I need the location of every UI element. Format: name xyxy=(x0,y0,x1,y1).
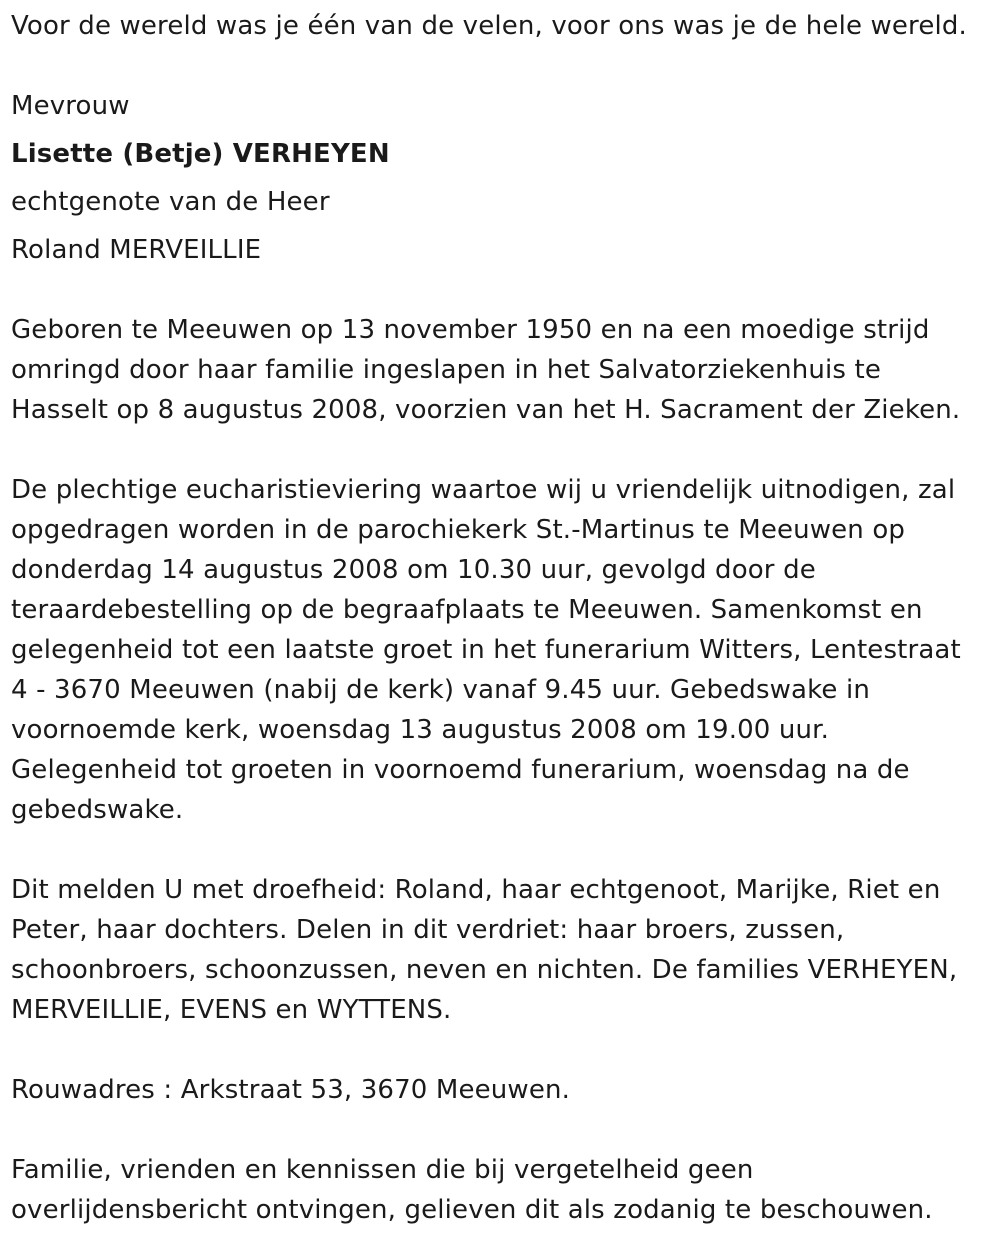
paragraph-line: omringd door haar familie ingeslapen in het Salvatorziekenhuis te xyxy=(11,355,882,385)
mourning-address: Rouwadres : Arkstraat 53, 3670 Meeuwen. xyxy=(11,1075,571,1105)
honorific: Mevrouw xyxy=(11,91,130,121)
paragraph-line: Dit melden U met droefheid: Roland, haar echtgenoot, Marijke, Riet en xyxy=(11,875,941,905)
birth-death-paragraph xyxy=(11,310,960,430)
motto: Voor de wereld was je één van de velen, voor ons was je de hele wereld. xyxy=(11,11,967,41)
paragraph-line: schoonbroers, schoonzussen, neven en nichten. De families VERHEYEN, xyxy=(11,955,958,985)
paragraph-line: donderdag 14 augustus 2008 om 10.30 uur, gevolgd door de xyxy=(11,555,816,585)
paragraph-line: De plechtige eucharistieviering waartoe wij u vriendelijk uitnodigen, zal xyxy=(11,475,956,505)
family-paragraph xyxy=(11,870,957,1030)
paragraph-line: teraardebestelling op de begraafplaats te Meeuwen. Samenkomst en xyxy=(11,595,923,625)
paragraph-line: voornoemde kerk, woensdag 13 augustus 2008 om 19.00 uur. xyxy=(11,715,830,745)
paragraph-line: Geboren te Meeuwen op 13 november 1950 en na een moedige strijd xyxy=(11,315,930,345)
address-paragraph xyxy=(11,1070,570,1110)
spouse-intro: echtgenote van de Heer xyxy=(11,187,330,217)
spouse-name: Roland MERVEILLIE xyxy=(11,235,262,265)
ceremony-paragraph xyxy=(11,470,961,830)
paragraph-line: gebedswake. xyxy=(11,795,184,825)
paragraph-line: 4 - 3670 Meeuwen (nabij de kerk) vanaf 9.45 uur. Gebedswake in xyxy=(11,675,870,705)
paragraph-line: MERVEILLIE, EVENS en WYTTENS. xyxy=(11,995,452,1025)
paragraph-line: opgedragen worden in de parochiekerk St.-Martinus te Meeuwen op xyxy=(11,515,906,545)
deceased-name: Lisette (Betje) VERHEYEN xyxy=(11,139,390,169)
notice-paragraph xyxy=(11,1150,933,1230)
paragraph-line: Hasselt op 8 augustus 2008, voorzien van het H. Sacrament der Zieken. xyxy=(11,395,961,425)
paragraph-line: Peter, haar dochters. Delen in dit verdriet: haar broers, zussen, xyxy=(11,915,845,945)
paragraph-line: gelegenheid tot een laatste groet in het funerarium Witters, Lentestraat xyxy=(11,635,961,665)
paragraph-line: Familie, vrienden en kennissen die bij vergetelheid geen xyxy=(11,1155,754,1185)
paragraph-line: Gelegenheid tot groeten in voornoemd funerarium, woensdag na de xyxy=(11,755,910,785)
paragraph-line: overlijdensbericht ontvingen, gelieven dit als zodanig te beschouwen. xyxy=(11,1195,933,1225)
